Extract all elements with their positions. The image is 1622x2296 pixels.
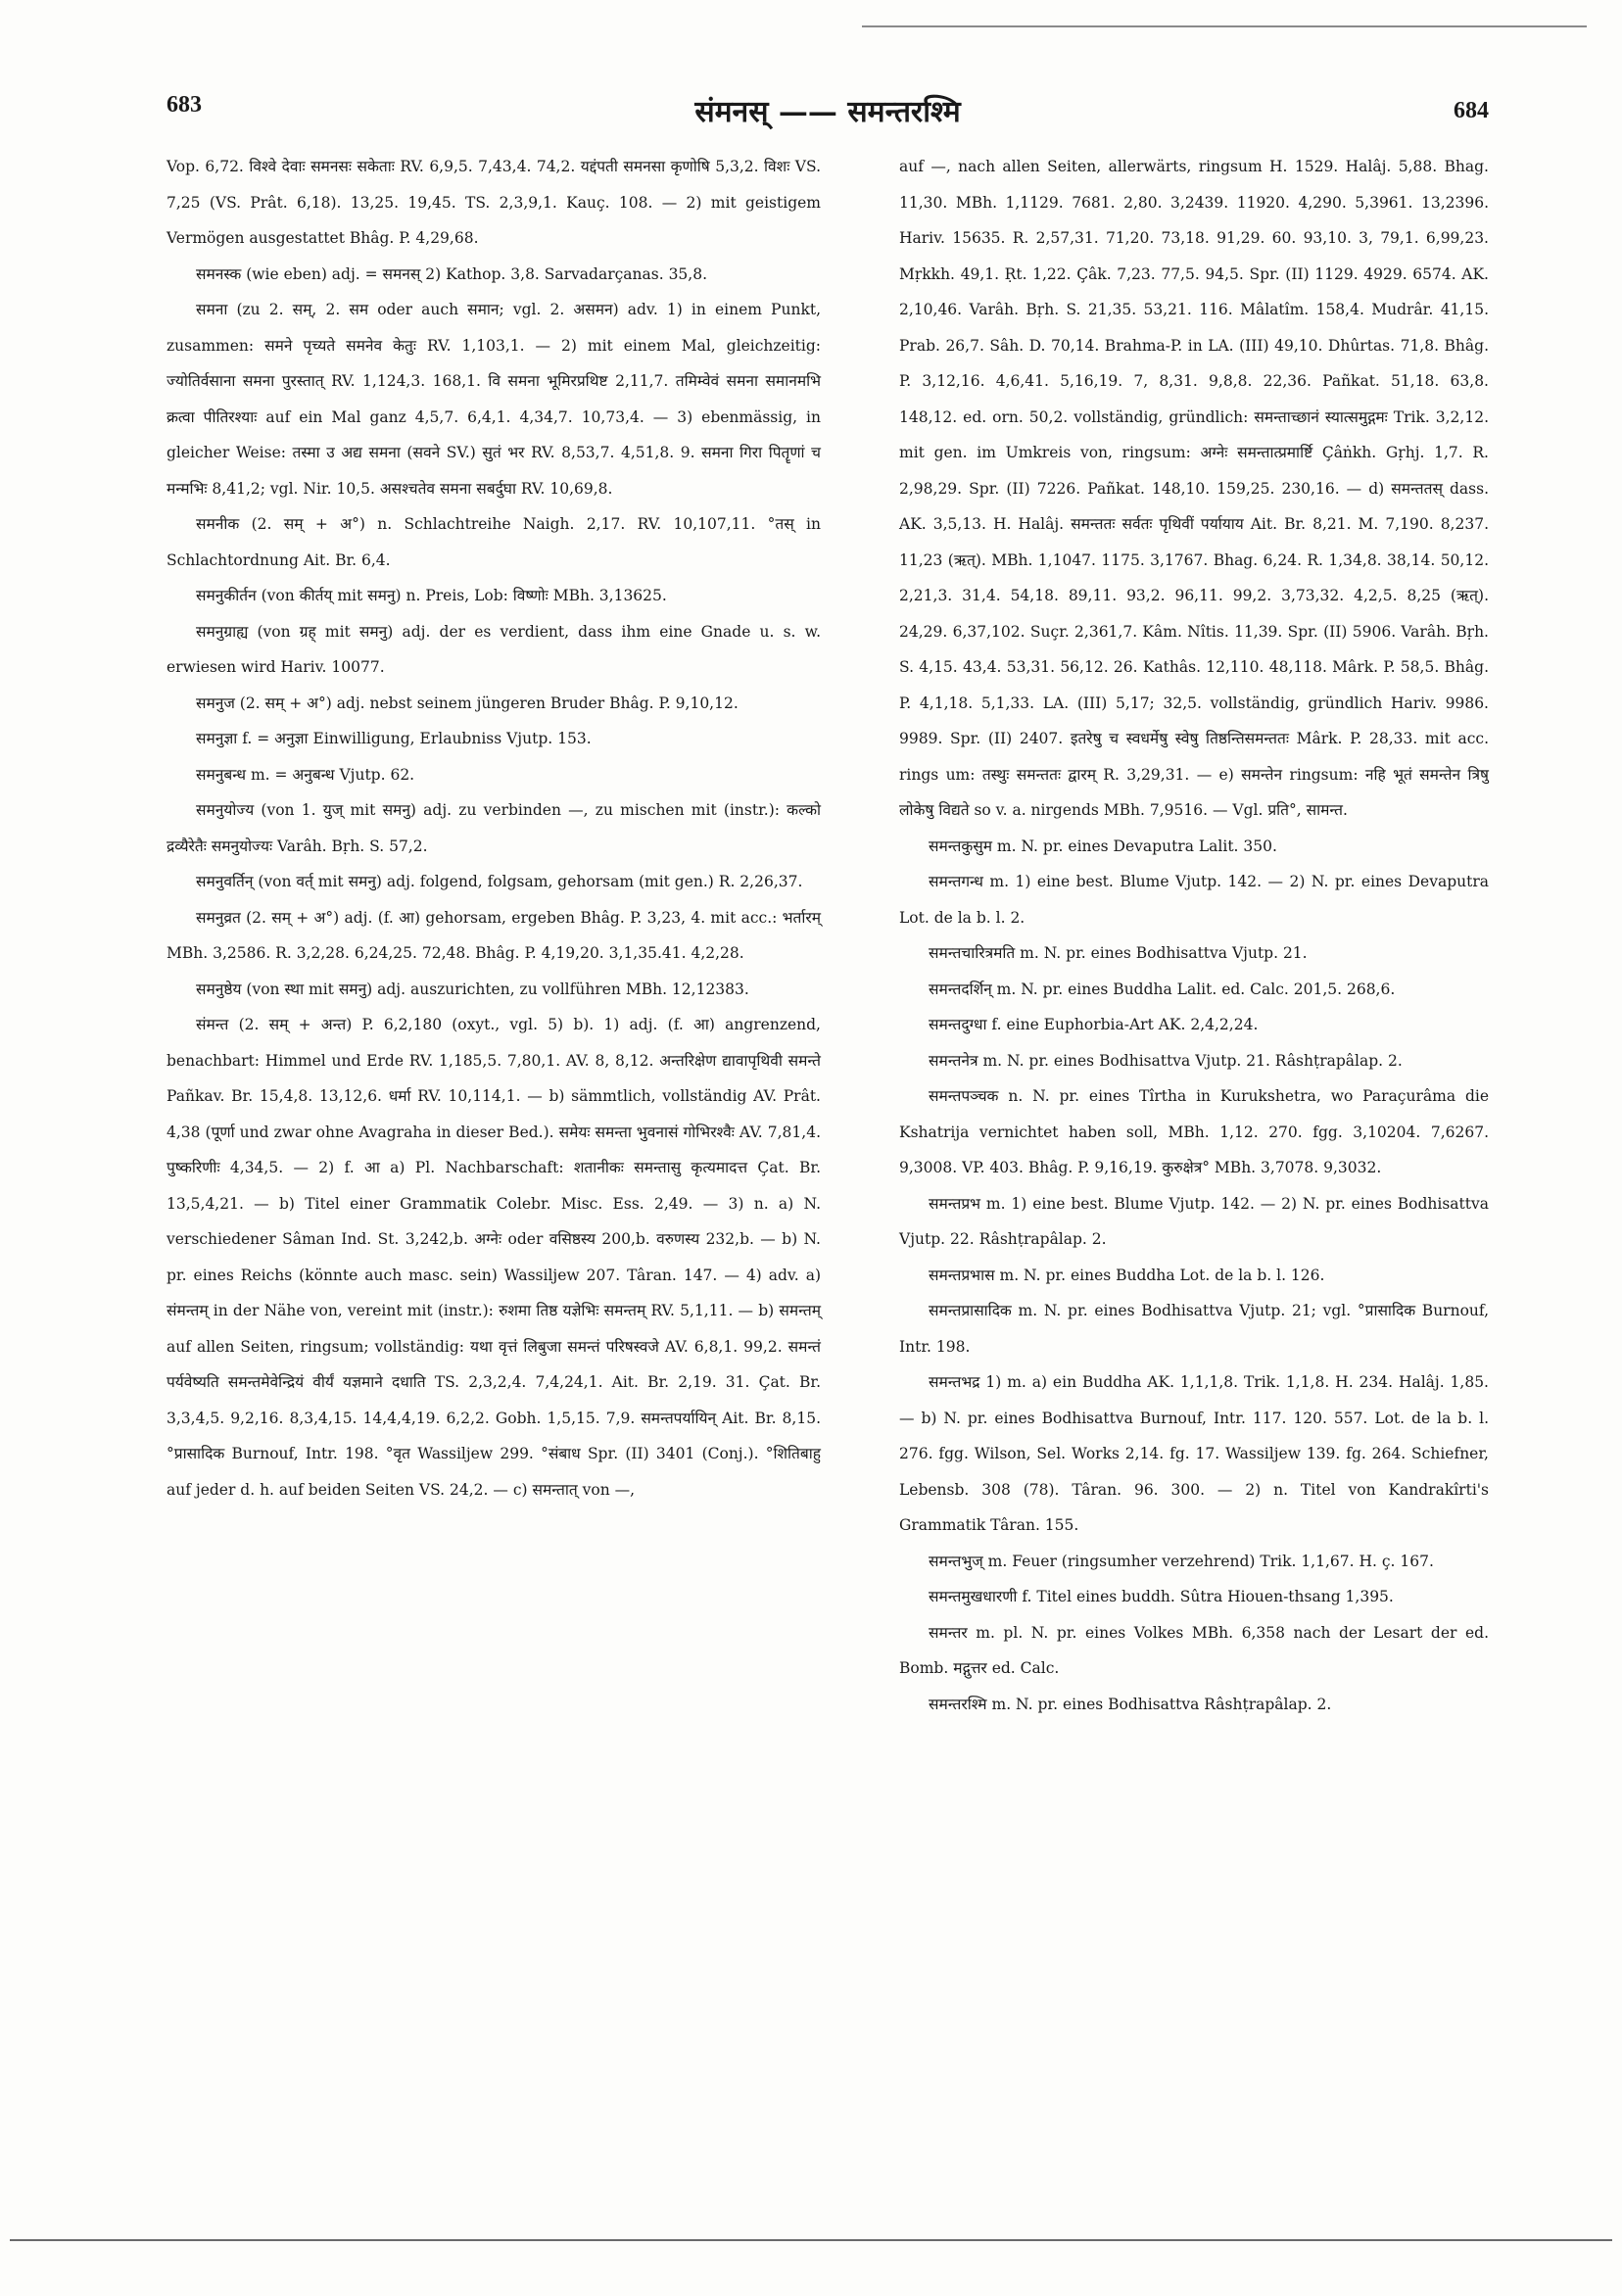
- right-column: [899, 149, 1489, 1722]
- dictionary-entry: समन्तप्रभ m. 1) eine best. Blume Vjutp. 142. — 2) N. pr. eines Bodhisattva Vjutp. 22. Râshṭrapâlap. 2.: [899, 1194, 1489, 1248]
- dictionary-entry: समन्तगन्ध m. 1) eine best. Blume Vjutp. 142. — 2) N. pr. eines Devaputra Lot. de la b. l. 2.: [899, 873, 1489, 927]
- dictionary-entry: समन्तकुसुम m. N. pr. eines Devaputra Lalit. 350.: [929, 837, 1277, 855]
- dictionary-entry: समन्तरश्मि m. N. pr. eines Bodhisattva Râshṭrapâlap. 2.: [929, 1695, 1332, 1713]
- dictionary-entry: समन्तनेत्र m. N. pr. eines Bodhisattva Vjutp. 21. Râshṭrapâlap. 2.: [929, 1051, 1403, 1070]
- dictionary-entry: समन्तदुग्धा f. eine Euphorbia-Art AK. 2,4,2,24.: [929, 1016, 1259, 1033]
- dictionary-entry: Vop. 6,72. विश्वे देवाः समनसः सकेताः RV. 6,9,5. 7,43,4. 74,2. यद्दंपती समनसा कृणोषि 5,3,2. विशः VS. 7,25 (VS. Prât. 6,18). 13,25. 19,45. TS. 2,3,9,1. Kauç. 108. — 2) mit geistigem Vermögen ausgestattet Bhâg. P. 4,29,68.: [167, 158, 821, 247]
- dictionary-entry: समन्तप्रभास m. N. pr. eines Buddha Lot. de la b. l. 126.: [929, 1266, 1325, 1284]
- dictionary-entry: समनुग्राह्य (von ग्रह् mit समनु) adj. der es verdient, dass ihm eine Gnade u. s. w. erwiesen wird Hariv. 10077.: [167, 622, 821, 676]
- page-number-right: 684: [1454, 98, 1489, 123]
- dictionary-entry: समन्तचारित्रमति m. N. pr. eines Bodhisattva Vjutp. 21.: [929, 944, 1308, 962]
- running-head: संमनस् —— समन्तरश्मि: [694, 95, 961, 129]
- page-header: [167, 90, 1489, 129]
- dictionary-entry: समन्तभद्र 1) m. a) ein Buddha AK. 1,1,1,8. Trik. 1,1,8. H. 234. Halâj. 1,85. — b) N. pr. eines Bodhisattva Burnouf, Intr. 117. 120. 557. Lot. de la b. l. 276. fgg. Wilson, Sel. Works 2,14. fg. 17. Wassiljew 139. fg. 264. Schiefner, Lebensb. 308 (78). Târan. 96. 300. — 2) n. Titel von Kandrakîrti's Grammatik Târan. 155.: [899, 1373, 1489, 1534]
- dictionary-entry: समन्तप्रासादिक m. N. pr. eines Bodhisattva Vjutp. 21; vgl. °प्रासादिक Burnouf, Intr. 198.: [899, 1302, 1489, 1356]
- dictionary-entry: समनस्क (wie eben) adj. = समनस् 2) Kathop. 3,8. Sarvadarçanas. 35,8.: [196, 264, 708, 283]
- dictionary-entry: समनुव्रत (2. सम् + अ°) adj. (f. आ) gehorsam, ergeben Bhâg. P. 3,23, 4. mit acc.: भर्तारम् MBh. 3,2586. R. 3,2,28. 6,24,25. 72,48. Bhâg. P. 4,19,20. 3,1,35.41. 4,2,28.: [167, 908, 821, 962]
- dictionary-entry: समना (zu 2. सम्, 2. सम oder auch समान; vgl. 2. असमन) adv. 1) in einem Punkt, zusammen: समने पृच्यते समनेव केतुः RV. 1,103,1. — 2) mit einem Mal, gleichzeitig: ज्योतिर्वसाना समना पुरस्तात् RV. 1,124,3. 168,1. वि समना भूमिरप्रथिष्ट 2,11,7. तमिम्वेवं समना समानमभि क्रत्वा पीतिरश्याः auf ein Mal ganz 4,5,7. 6,4,1. 4,34,7. 10,73,4. — 3) ebenmässig, in gleicher Weise: तस्मा उ अद्य समना (सवने SV.) सुतं भर RV. 8,53,7. 4,51,8. 9. समना गिरा पितॄणां च मन्मभिः 8,41,2; vgl. Nir. 10,5. असश्चतेव समना सबर्दुघा RV. 10,69,8.: [167, 301, 821, 498]
- dictionary-entry: समन्तर m. pl. N. pr. eines Volkes MBh. 6,358 nach der Lesart der ed. Bomb. मद्गुत्तर ed. Calc.: [899, 1623, 1489, 1677]
- scan-edge-line: [862, 25, 1587, 27]
- dictionary-entry: समन्तमुखधारणी f. Titel eines buddh. Sûtra Hiouen-thsang 1,395.: [929, 1588, 1394, 1605]
- dictionary-entry: समनुयोज्य (von 1. युज् mit समनु) adj. zu verbinden —, zu mischen mit (instr.): कल्को द्रव्यैरेतैः समनुयोज्यः Varâh. Bṛh. S. 57,2.: [167, 801, 821, 855]
- left-column: [167, 149, 821, 1507]
- dictionary-entry: auf —, nach allen Seiten, allerwärts, ringsum H. 1529. Halâj. 5,88. Bhag. 11,30. MBh. 1,1129. 7681. 2,80. 3,2439. 11920. 4,290. 5,3961. 13,2396. Hariv. 15635. R. 2,57,31. 71,20. 73,18. 91,29. 60. 93,10. 3, 79,1. 6,99,23. Mṛkkh. 49,1. Ṛt. 1,22. Çâk. 7,23. 77,5. 94,5. Spr. (II) 1129. 4929. 6574. AK. 2,10,46. Varâh. Bṛh. S. 21,35. 53,21. 116. Mâlatîm. 158,4. Mudrâr. 41,15. Prab. 26,7. Sâh. D. 70,14. Brahma-P. in LA. (III) 49,10. Dhûrtas. 71,8. Bhâg. P. 3,12,16. 4,6,41. 5,16,19. 7, 8,31. 9,8,8. 22,36. Pañkat. 51,18. 63,8. 148,12. ed. orn. 50,2. vollständig, gründlich: समन्ताच्छानं स्यात्समुद्गमः Trik. 3,2,12. mit gen. im Umkreis von, ringsum: अग्नेः समन्तात्प्रमार्ष्टि Çâṅkh. Gṛhj. 1,7. R. 2,98,29. Spr. (II) 7226. Pañkat. 148,10. 159,25. 230,16. — d) समन्ततस् dass. AK. 3,5,13. H. Halâj. समन्ततः सर्वतः पृथिवीं पर्यायाय Ait. Br. 8,21. M. 7,190. 8,237. 11,23 (ऋत्). MBh. 1,1047. 1175. 3,1767. Bhag. 6,24. R. 1,34,8. 38,14. 50,12. 2,21,3. 31,4. 54,18. 89,11. 93,2. 96,11. 99,2. 3,73,32. 4,2,5. 8,25 (ऋत्). 24,29. 6,37,102. Suçr. 2,361,7. Kâm. Nîtis. 11,39. Spr. (II) 5906. Varâh. Bṛh. S. 4,15. 43,4. 53,31. 56,12. 26. Kathâs. 12,110. 48,118. Mârk. P. 58,5. Bhâg. P. 4,1,18. 5,1,33. LA. (III) 5,17; 32,5. vollständig, gründlich Hariv. 9986. 9989. Spr. (II) 2407. इतरेषु च स्वधर्मेषु स्वेषु तिष्ठन्तिसमन्ततः Mârk. P. 28,33. mit acc. rings um: तस्थुः समन्ततः द्वारम् R. 3,29,31. — e) समन्तेन ringsum: नहि भूतं समन्तेन त्रिषु लोकेषु विद्यते so v. a. nirgends MBh. 7,9516. — Vgl. प्रति°, सामन्त.: [899, 158, 1489, 819]
- dictionary-entry: समनुष्ठेय (von स्था mit समनु) adj. auszurichten, zu vollführen MBh. 12,12383.: [196, 980, 749, 998]
- dictionary-entry: समन्तभुज् m. Feuer (ringsumher verzehrend) Trik. 1,1,67. H. ç. 167.: [929, 1552, 1434, 1570]
- dictionary-entry: समनीक (2. सम् + अ°) n. Schlachtreihe Naigh. 2,17. RV. 10,107,11. °तस् in Schlachtordnung Ait. Br. 6,4.: [167, 515, 821, 569]
- dictionary-entry: समन्तदर्शिन् m. N. pr. eines Buddha Lalit. ed. Calc. 201,5. 268,6.: [929, 980, 1396, 998]
- dictionary-entry: समन्तपञ्चक n. N. pr. eines Tîrtha in Kurukshetra, wo Paraçurâma die Kshatrija vernichtet haben soll, MBh. 1,12. 270. fgg. 3,10204. 7,6267. 9,3008. VP. 403. Bhâg. P. 9,16,19. कुरुक्षेत्र° MBh. 3,7078. 9,3032.: [899, 1087, 1489, 1176]
- dictionary-entry: समनुवर्तिन् (von वर्त् mit समनु) adj. folgend, folgsam, gehorsam (mit gen.) R. 2,26,37.: [196, 873, 803, 890]
- dictionary-entry: समनुबन्ध m. = अनुबन्ध Vjutp. 62.: [196, 765, 415, 784]
- dictionary-entry: संमन्त (2. सम् + अन्त) P. 6,2,180 (oxyt., vgl. 5) b). 1) adj. (f. आ) angrenzend, benachbart: Himmel und Erde RV. 1,185,5. 7,80,1. AV. 8, 8,12. अन्तरिक्षेण द्यावापृथिवी समन्ते Pañkav. Br. 15,4,8. 13,12,6. धर्मा RV. 10,114,1. — b) sämmtlich, vollständig AV. Prât. 4,38 (पूर्णा und zwar ohne Avagraha in dieser Bed.). समेयः समन्ता भुवनासं गोभिरश्वैः AV. 7,81,4. पुष्करिणीः 4,34,5. — 2) f. आ a) Pl. Nachbarschaft: शतानीकः समन्तासु कृत्यमादत्त Çat. Br. 13,5,4,21. — b) Titel einer Grammatik Colebr. Misc. Ess. 2,49. — 3) n. a) N. verschiedener Sâman Ind. St. 3,242,b. अग्नेः oder वसिष्ठस्य 200,b. वरुणस्य 232,b. — b) N. pr. eines Reichs (könnte auch masc. sein) Wassiljew 207. Târan. 147. — 4) adv. a) संमन्तम् in der Nähe von, vereint mit (instr.): रुशमा तिष्ठ यज्ञेभिः समन्तम् RV. 5,1,11. — b) समन्तम् auf allen Seiten, ringsum; vollständig: यथा वृत्तं लिबुजा समन्तं परिषस्वजे AV. 6,8,1. 99,2. समन्तं पर्यवेष्यति समन्तमेवेन्द्रियं वीर्यं यज्ञमाने दधाति TS. 2,3,2,4. 7,4,24,1. Ait. Br. 2,19. 31. Çat. Br. 3,3,4,5. 9,2,16. 8,3,4,15. 14,4,4,19. 6,2,2. Gobh. 1,5,15. 7,9. समन्तपर्यायिन् Ait. Br. 8,15. °प्रासादिक Burnouf, Intr. 198. °वृत Wassiljew 299. °संबाध Spr. (II) 3401 (Conj.). °शितिबाहु auf jeder d. h. auf beiden Seiten VS. 24,2. — c) समन्तात् von —,: [167, 1016, 821, 1499]
- bottom-rule: [10, 2239, 1612, 2241]
- dictionary-entry: समनुज्ञा f. = अनुज्ञा Einwilligung, Erlaubniss Vjutp. 153.: [196, 730, 592, 747]
- dictionary-entry: समनुकीर्तन (von कीर्तय् mit समनु) n. Preis, Lob: विष्णोः MBh. 3,13625.: [196, 587, 667, 604]
- dictionary-entry: समनुज (2. सम् + अ°) adj. nebst seinem jüngeren Bruder Bhâg. P. 9,10,12.: [196, 694, 739, 712]
- page-number-left: 683: [167, 92, 202, 118]
